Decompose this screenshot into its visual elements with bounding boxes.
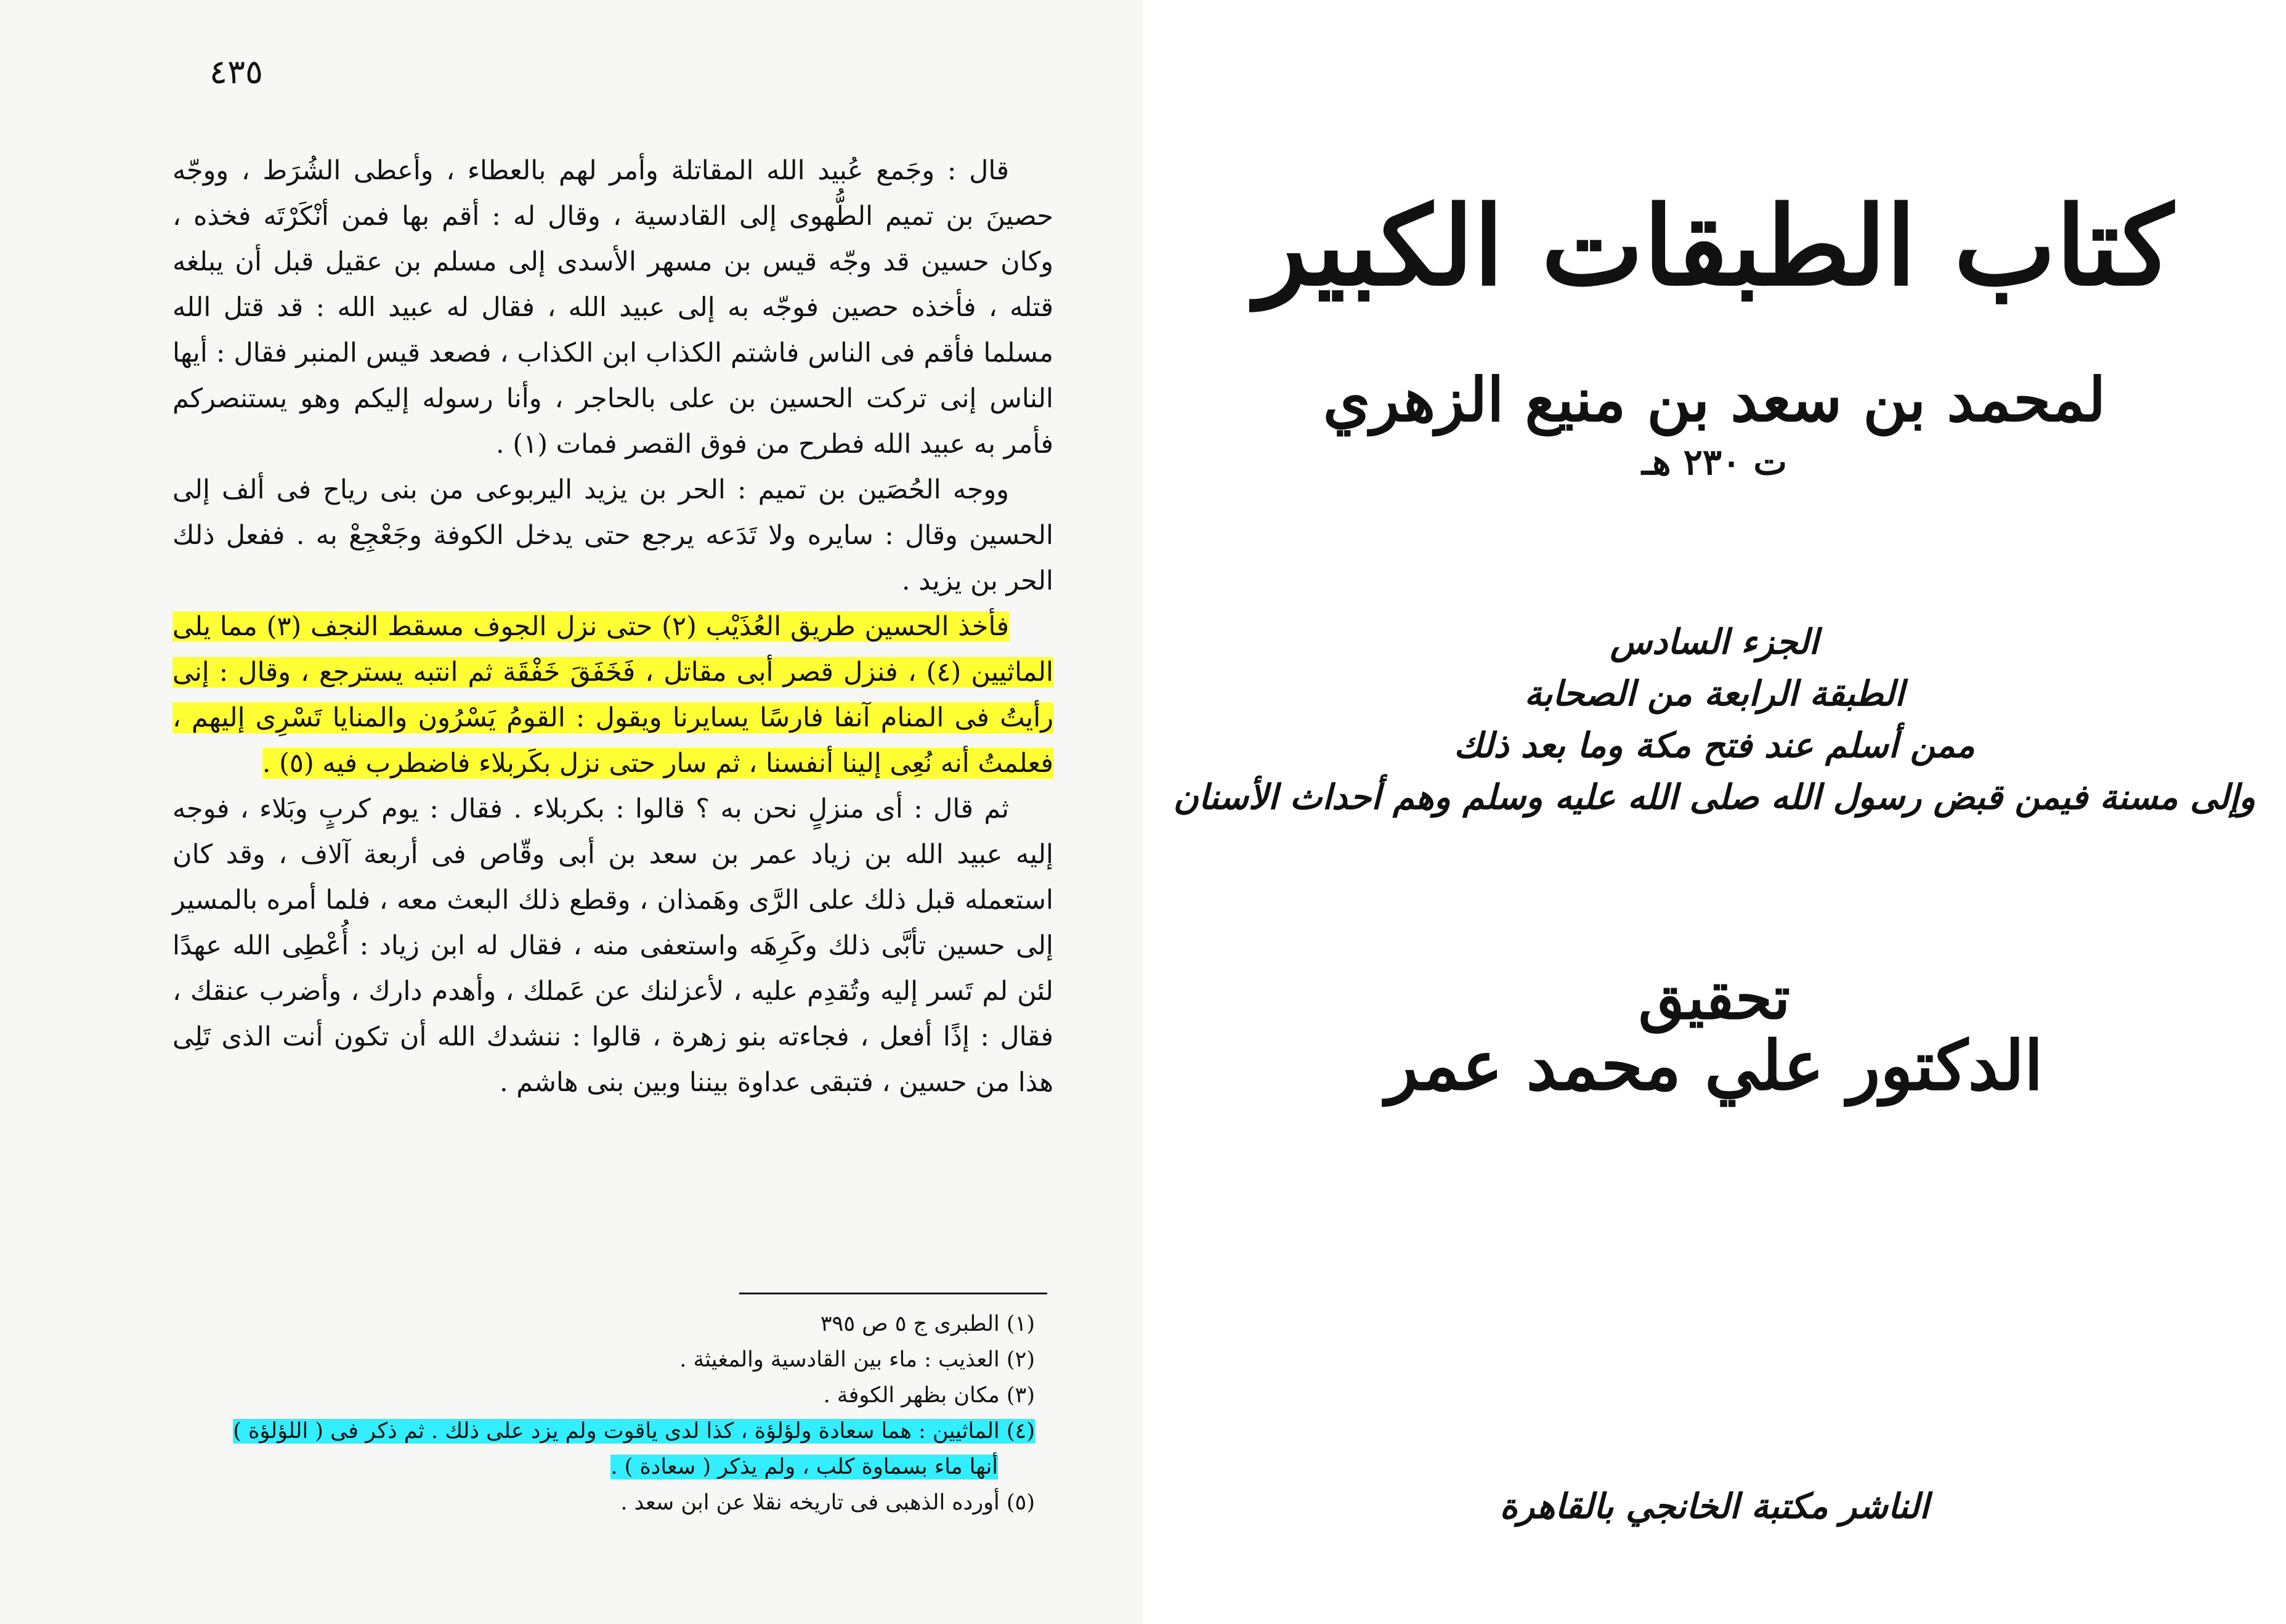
footnote-4-continuation — [172, 1449, 1035, 1485]
section-label: الطبقة الرابعة من الصحابة — [1524, 673, 1905, 714]
paragraph-4: ثم قال : أى منزلٍ نحن به ؟ قالوا : بكربلاء . فقال : يوم كربٍ وبَلاء ، فوجه إليه عبيد الله بن زياد عمر بن سعد بن أبى وقّاص فى أربعة آلاف ، وقد كان استعمله قبل ذلك على الرَّى وهَمذان ، وقطع ذلك البعث معه ، فلما أمره بالمسير إلى حسين تأبَّى ذلك وكَرِهَه واستعفى منه ، فقال له ابن زياد : أُعْطِى الله عهدًا لئن لم تَسر إليه وتُقدِم عليه ، لأعزلنك عن عَملك ، وأهدم دارك ، وأضرب عنقك ، فقال : إذًا أفعل ، فجاءته بنو زهرة ، قالوا : ننشدك الله أن تكون أنت الذى تَلِى هذا من حسين ، فتبقى عداوة بيننا وبين بنى هاشم . — [172, 794, 1053, 1098]
footnote-divider — [739, 1293, 1047, 1294]
author-name: لمحمد بن سعد بن منيع الزهري — [1323, 365, 2106, 436]
volume-info — [1143, 616, 2286, 823]
death-date: ت ٢٣٠ هـ — [1641, 441, 1788, 483]
book-title: كتاب الطبقات الكبير — [1255, 182, 2174, 310]
footnotes — [172, 1306, 1035, 1520]
body-text — [172, 148, 1053, 1105]
footnote-5: (٥) أورده الذهبى فى تاريخه نقلا عن ابن سعد . — [620, 1490, 1035, 1515]
paragraph-2: ووجه الحُصَين بن تميم : الحر بن يزيد اليربوعى من بنى رياح فى ألف إلى الحسين وقال : سايره ولا تَدَعه يرجع حتى يدخل الكوفة وجَعْجِعْ به . ففعل ذلك الحر بن يزيد . — [172, 474, 1053, 596]
cyan-highlight-line-1: (٤) الماثيين : هما سعادة ولؤلؤة ، كذا لدى ياقوت ولم يزد على ذلك . ثم ذكر فى ( اللؤلؤة ) — [233, 1419, 1035, 1443]
publisher: الناشر مكتبة الخانجي بالقاهرة — [1499, 1486, 1929, 1527]
volume-label: الجزء السادس — [1610, 622, 1819, 662]
editor-name: الدكتور علي محمد عمر — [1385, 1026, 2043, 1105]
title-page — [1143, 0, 2286, 1624]
highlighted-paragraph — [172, 604, 1053, 786]
section-subtitle: ممن أسلم عند فتح مكة وما بعد ذلك — [1454, 725, 1975, 766]
tahqiq-label: تحقيق — [1638, 963, 1791, 1033]
footnote-4 — [172, 1413, 1035, 1449]
footnote-2: (٢) العذيب : ماء بين القادسية والمغيثة . — [679, 1347, 1035, 1372]
paragraph-1: قال : وجَمع عُبيد الله المقاتلة وأمر لهم بالعطاء ، وأعطى الشُرَط ، ووجّه حصينَ بن تميم الطُّهوى إلى القادسية ، وقال له : أقم بها فمن أنْكَرْتَه فخذه ، وكان حسين قد وجّه قيس بن مسهر الأسدى إلى مسلم بن عقيل قبل أن يبلغه قتله ، فأخذه حصين فوجّه به إلى عبيد الله ، فقال له عبيد الله : قد قتل الله مسلما فأقم فى الناس فاشتم الكذاب ابن الكذاب ، فصعد قيس المنبر فقال : أيها الناس إنى تركت الحسين بن على بالحاجر ، وأنا رسوله إليكم وهو يستنصركم فأمر به عبيد الله فطرح من فوق القصر فمات (١) . — [172, 155, 1053, 460]
section-subtitle-2: وإلى مسنة فيمن قبض رسول الله صلى الله عليه وسلم وهم أحداث الأسنان — [1173, 777, 2256, 818]
page-number: ٤٣٥ — [209, 52, 264, 91]
footnote-1: (١) الطبرى ج ٥ ص ٣٩٥ — [820, 1312, 1035, 1336]
yellow-highlight: فأخذ الحسين طريق العُذَيْب (٢) حتى نزل الجوف مسقط النجف (٣) مما يلى الماثيين (٤) ، فنزل قصر أبى مقاتل ، فَخَفَقَ خَفْقَة ثم انتبه يسترجع ، وقال : إنى رأيتُ فى المنام آنفا فارسًا يسايرنا ويقول : القومُ يَسْرُون والمنايا تَسْرِى إليهم ، فعلمتُ أنه نُعِى إلينا أنفسنا ، ثم سار حتى نزل بكَربلاء فاضطرب فيه (٥) . — [172, 611, 1054, 779]
footnote-3: (٣) مكان بظهر الكوفة . — [823, 1383, 1035, 1408]
cyan-highlight-line-2: أنها ماء بسماوة كلب ، ولم يذكر ( سعادة ) . — [610, 1455, 998, 1479]
